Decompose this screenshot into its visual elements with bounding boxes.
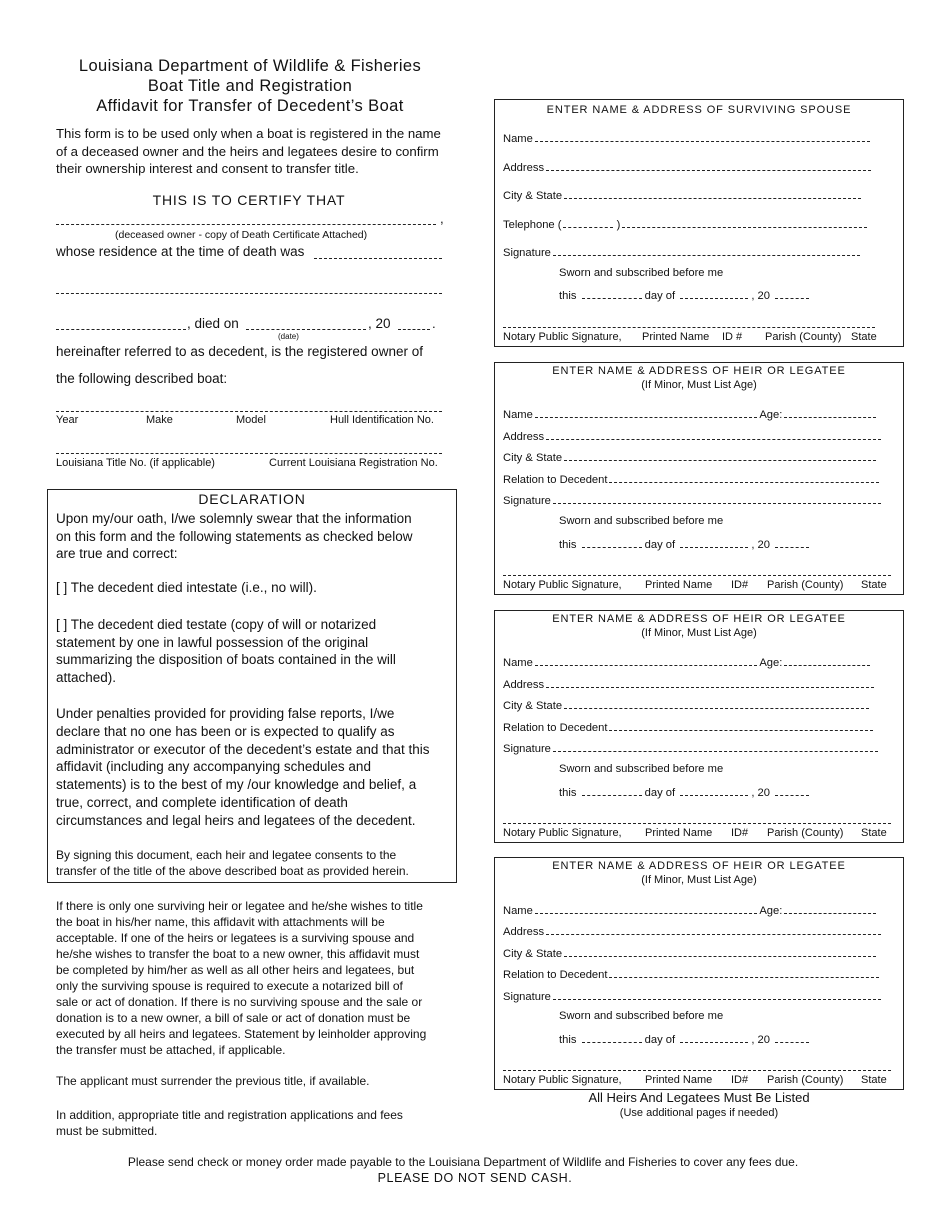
- notary-date-field[interactable]: this day of , 20: [559, 1032, 809, 1046]
- parish-label: Parish (County): [765, 331, 842, 343]
- spouse-name-field[interactable]: Name: [503, 131, 870, 145]
- following-text: the following described boat:: [56, 371, 228, 386]
- heir-relation-field[interactable]: Relation to Decedent: [503, 720, 873, 734]
- notary-signature-line[interactable]: [503, 327, 875, 328]
- heir-address-field[interactable]: Address: [503, 429, 881, 443]
- year-prefix: , 20: [368, 316, 391, 331]
- heir-box-heading: ENTER NAME & ADDRESS OF HEIR OR LEGATEE: [552, 860, 846, 872]
- consent-text: By signing this document, each heir and legatee consents to the transfer of the title of the above described boat as provided herein.: [56, 848, 409, 878]
- residence-field[interactable]: [314, 258, 442, 259]
- heir-name-field[interactable]: Name Age:: [503, 407, 876, 421]
- heir-box-heading: ENTER NAME & ADDRESS OF HEIR OR LEGATEE: [552, 613, 846, 625]
- parish-label: Parish (County): [767, 1074, 844, 1086]
- intestate-checkbox[interactable]: [ ] The decedent died intestate (i.e., no will).: [56, 580, 317, 595]
- died-on-label: , died on: [187, 316, 239, 331]
- declaration-oath: Upon my/our oath, I/we solemnly swear that the information on this form and the following statements as checked below are true and correct:: [56, 511, 413, 561]
- id-label: ID#: [731, 1074, 749, 1086]
- notary-signature-line[interactable]: [503, 823, 891, 824]
- testate-checkbox[interactable]: [ ] The decedent died testate (copy of will or notarized statement by one in lawful possession of the original summarizing the disposition of boats contained in the will attached).: [56, 617, 396, 685]
- notary-label: Notary Public Signature,: [503, 331, 622, 343]
- spouse-telephone-field[interactable]: Telephone ( ): [503, 217, 867, 231]
- parish-label: Parish (County): [767, 579, 844, 591]
- hereinafter-text: hereinafter referred to as decedent, is the registered owner of: [56, 344, 423, 359]
- printed-name-label: Printed Name: [645, 827, 713, 839]
- heir-box-sub: (If Minor, Must List Age): [641, 874, 757, 886]
- date-caption: (date): [278, 332, 299, 341]
- printed-name-label: Printed Name: [642, 331, 710, 343]
- col-model: Model: [236, 414, 266, 426]
- notary-date-field[interactable]: this day of , 20: [559, 785, 809, 799]
- death-date-field[interactable]: [246, 329, 366, 330]
- declaration-heading: DECLARATION: [198, 491, 306, 507]
- notary-label: Notary Public Signature,: [503, 827, 622, 839]
- death-year-field[interactable]: [398, 329, 430, 330]
- col-year: Year: [56, 414, 79, 426]
- title-registration-field[interactable]: [56, 453, 442, 454]
- spouse-city-field[interactable]: City & State: [503, 188, 861, 202]
- state-label: State: [861, 579, 887, 591]
- heir-signature-field[interactable]: Signature: [503, 741, 878, 755]
- heir-box-3: [494, 857, 904, 1090]
- notary-label: Notary Public Signature,: [503, 1074, 622, 1086]
- surviving-spouse-box: [494, 99, 904, 347]
- decedent-name-field[interactable]: [56, 329, 186, 330]
- notary-signature-line[interactable]: [503, 575, 891, 576]
- heir-city-field[interactable]: City & State: [503, 450, 876, 464]
- heir-box-sub: (If Minor, Must List Age): [641, 627, 757, 639]
- state-label: State: [851, 331, 877, 343]
- heir-address-field[interactable]: Address: [503, 924, 881, 938]
- state-label: State: [861, 827, 887, 839]
- col-title: Louisiana Title No. (if applicable): [56, 457, 215, 469]
- residence-label: whose residence at the time of death was: [56, 244, 305, 259]
- heir-name-field[interactable]: Name Age:: [503, 655, 870, 669]
- id-label: ID#: [731, 579, 749, 591]
- form-title: Affidavit for Transfer of Decedent’s Boat: [96, 97, 404, 115]
- col-make: Make: [146, 414, 173, 426]
- parish-label: Parish (County): [767, 827, 844, 839]
- heir-box-1: [494, 362, 904, 595]
- certify-heading: THIS IS TO CERTIFY THAT: [152, 192, 346, 208]
- heir-box-heading: ENTER NAME & ADDRESS OF HEIR OR LEGATEE: [552, 365, 846, 377]
- penalties-text: Under penalties provided for providing false reports, I/we declare that no one has been or is expected to qualify as administrator or executor of the decedent’s estate and that this affidavit (including any accompanying schedules and statements) is to the best of my /our knowledge and belief, a true, correct, and complete identification of death circumstances and legal heirs and legatees of the decedent.: [56, 706, 430, 828]
- heir-relation-field[interactable]: Relation to Decedent: [503, 967, 879, 981]
- id-label: ID#: [731, 827, 749, 839]
- heir-city-field[interactable]: City & State: [503, 946, 876, 960]
- printed-name-label: Printed Name: [645, 579, 713, 591]
- heir-name-field[interactable]: Name Age:: [503, 903, 876, 917]
- col-registration: Current Louisiana Registration No.: [269, 457, 438, 469]
- owner-caption: (deceased owner - copy of Death Certificate Attached): [115, 229, 368, 241]
- col-hull: Hull Identification No.: [330, 414, 434, 426]
- intro-text: This form is to be used only when a boat is registered in the name of a deceased owner and the heirs and legatees desire to confirm their ownership interest and consent to transfer title.: [56, 126, 441, 176]
- notary-signature-line[interactable]: [503, 1070, 891, 1071]
- all-heirs-note: All Heirs And Legatees Must Be Listed: [588, 1090, 810, 1105]
- spouse-signature-field[interactable]: Signature: [503, 245, 860, 259]
- notary-date-field[interactable]: this day of , 20: [559, 288, 809, 302]
- state-label: State: [861, 1074, 887, 1086]
- spouse-address-field[interactable]: Address: [503, 160, 871, 174]
- notary-date-field[interactable]: this day of , 20: [559, 537, 809, 551]
- spouse-box-heading: ENTER NAME & ADDRESS OF SURVIVING SPOUSE: [546, 104, 852, 116]
- heir-address-field[interactable]: Address: [503, 677, 874, 691]
- heir-city-field[interactable]: City & State: [503, 698, 869, 712]
- instructions-text: If there is only one surviving heir or legatee and he/she wishes to title the boat in his/her name, this affidavit with attachments will be acceptable. If one of the heirs or legatees is a surviving spouse and he/she wishes to transfer the boat to a new owner, this affidavit must be completed by him/her as well as all other heirs and legatees, but only the surviving spouse is required to execute a notarized bill of sale or act of donation. If there is no surviving spouse and the sale or donation is to a new owner, a bill of sale or act of donation must be executed by all heirs and legatees. Statement by leinholder approving the transfer must be attached, if applicable.: [56, 899, 427, 1057]
- heir-box-sub: (If Minor, Must List Age): [641, 379, 757, 391]
- additional-text: In addition, appropriate title and registration applications and fees must be submitted.: [56, 1108, 403, 1138]
- heir-signature-field[interactable]: Signature: [503, 989, 881, 1003]
- payment-instructions: Please send check or money order made payable to the Louisiana Department of Wildlife and Fisheries to cover any fees due.: [127, 1155, 799, 1169]
- sworn-text: Sworn and subscribed before me: [559, 1010, 724, 1022]
- heir-box-2: [494, 610, 904, 843]
- form-subtitle: Boat Title and Registration: [147, 77, 353, 95]
- id-label: ID #: [722, 331, 743, 343]
- heir-signature-field[interactable]: Signature: [503, 493, 881, 507]
- heir-relation-field[interactable]: Relation to Decedent: [503, 472, 879, 486]
- surrender-text: The applicant must surrender the previous title, if available.: [56, 1074, 370, 1088]
- notary-label: Notary Public Signature,: [503, 579, 622, 591]
- boat-description-field[interactable]: [56, 411, 442, 412]
- declaration-box: [47, 489, 457, 883]
- printed-name-label: Printed Name: [645, 1074, 713, 1086]
- deceased-owner-field[interactable]: [56, 224, 436, 225]
- additional-pages-note: (Use additional pages if needed): [619, 1107, 779, 1119]
- agency-title: Louisiana Department of Wildlife & Fisheries: [78, 57, 422, 75]
- sworn-text: Sworn and subscribed before me: [559, 515, 724, 527]
- residence-field-2[interactable]: [56, 293, 442, 294]
- sworn-text: Sworn and subscribed before me: [559, 763, 724, 775]
- sworn-text: Sworn and subscribed before me: [559, 267, 724, 279]
- no-cash-notice: PLEASE DO NOT SEND CASH.: [377, 1171, 573, 1185]
